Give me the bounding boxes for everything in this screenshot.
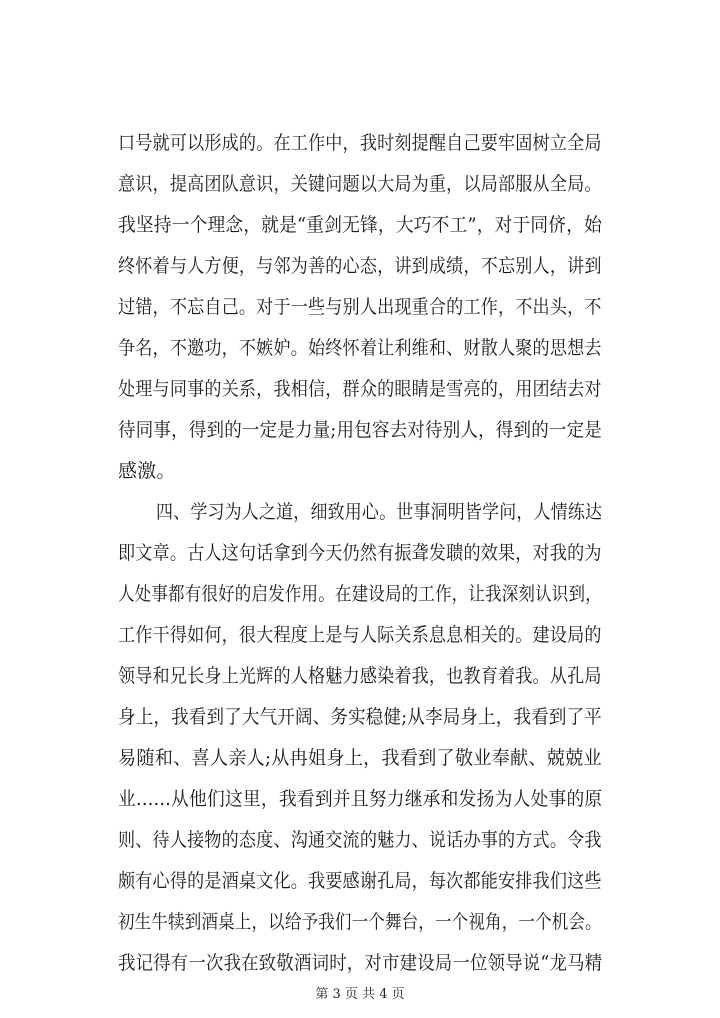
text-line: 则、待人接物的态度、沟通交流的魅力、说话办事的方式。令我 [118,829,602,851]
text-line: 初生牛犊到酒桌上，以给予我们一个舞台，一个视角，一个机会。 [118,911,602,933]
text-line: 易随和、喜人亲人;从冉姐身上，我看到了敬业奉献、兢兢业 [118,747,602,769]
text-line: 过错，不忘自己。对于一些与别人出现重合的工作，不出头，不 [118,296,602,318]
text-line: 意识，提高团队意识，关键问题以大局为重，以局部服从全局。 [118,173,602,195]
text-line: 感激。 [118,460,176,482]
text-line: 即文章。古人这句话拿到今天仍然有振聋发聩的效果，对我的为 [118,542,602,564]
text-line: 颇有心得的是酒桌文化。我要感谢孔局，每次都能安排我们这些 [118,870,602,892]
text-line: 终怀着与人方便，与邻为善的心态，讲到成绩，不忘别人，讲到 [118,255,602,277]
page-number-footer: 第 3 页 共 4 页 [315,987,405,1002]
text-line: 待同事，得到的一定是力量;用包容去对待别人，得到的一定是 [118,419,603,441]
text-line: 领导和兄长身上光辉的人格魅力感染着我，也教育着我。从孔局 [118,665,602,687]
text-line: 人处事都有很好的启发作用。在建设局的工作，让我深刻认识到， [118,583,602,605]
text-line: 身上，我看到了大气开阔、务实稳健;从李局身上，我看到了平 [118,706,603,728]
text-line: 口号就可以形成的。在工作中，我时刻提醒自己要牢固树立全局 [118,132,602,154]
text-line: 处理与同事的关系，我相信，群众的眼睛是雪亮的，用团结去对 [118,378,602,400]
text-line: 我记得有一次我在致敬酒词时，对市建设局一位领导说“龙马精 [118,952,603,974]
text-line: 业......从他们这里，我看到并且努力继承和发扬为人处事的原 [118,788,603,810]
paragraph-heading-line: 四、学习为人之道，细致用心。世事洞明皆学问，人情练达 [156,501,603,523]
text-line: 我坚持一个理念，就是“重剑无锋，大巧不工”，对于同侪，始 [118,214,603,236]
text-line: 工作干得如何，很大程度上是与人际关系息息相关的。建设局的 [118,624,602,646]
text-line: 争名，不邀功，不嫉妒。始终怀着让利维和、财散人聚的思想去 [118,337,602,359]
